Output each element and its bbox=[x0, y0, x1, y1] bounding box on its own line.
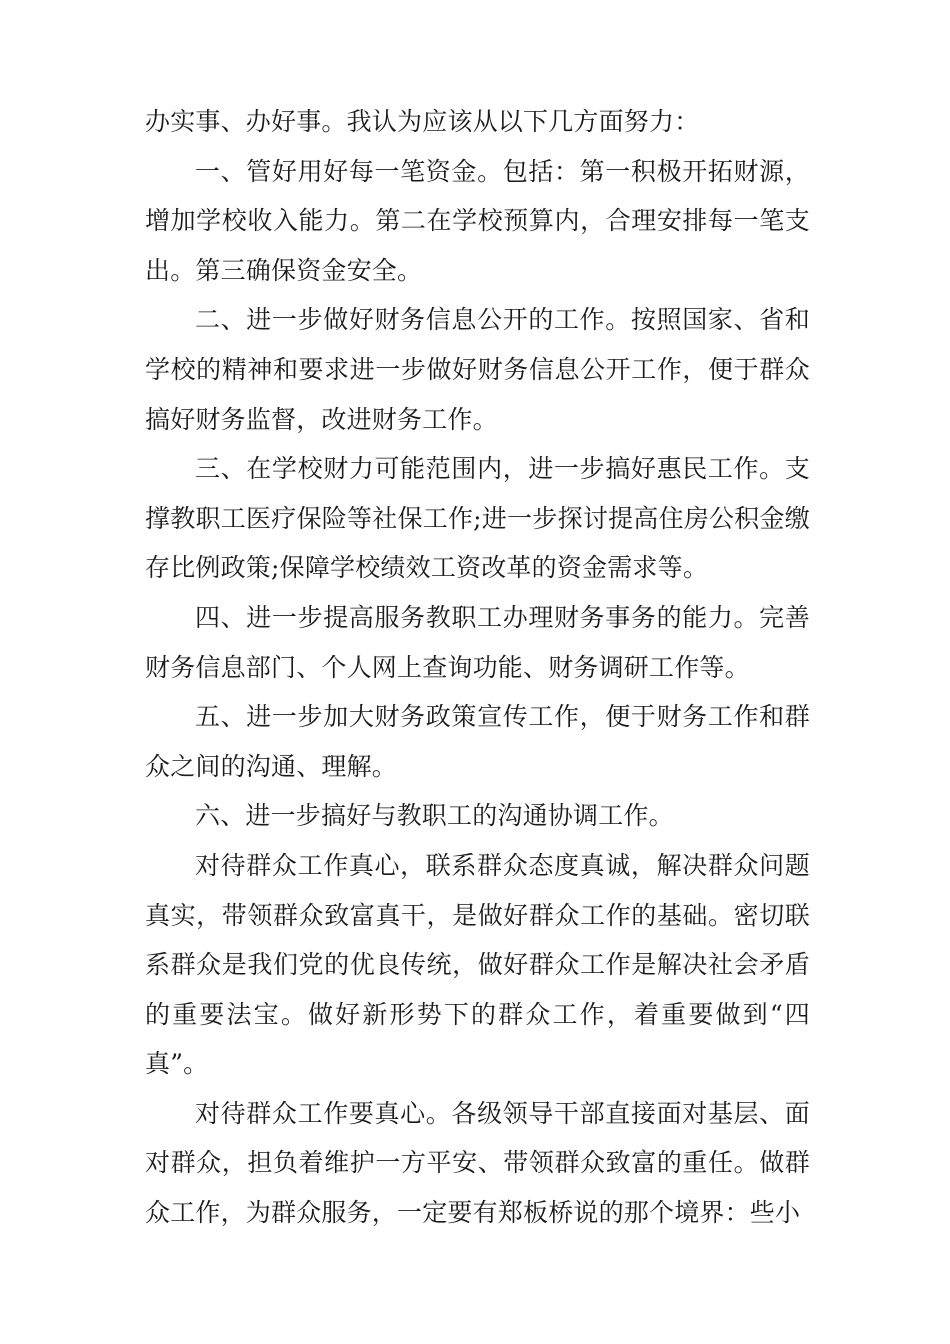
paragraph-sincere-heart: 对待群众工作要真心。各级领导干部直接面对基层、面对群众，担负着维护一方平安、带领群众致富的重任。做群众工作，为群众服务，一定要有郑板桥说的那个境界：些小 bbox=[145, 1098, 810, 1228]
paragraph-item-4: 四、进一步提高服务教职工办理财务事务的能力。完善财务信息部门、个人网上查询功能、财务调研工作等。 bbox=[145, 602, 810, 682]
paragraph-continuation: 办实事、办好事。我认为应该从以下几方面努力： bbox=[145, 107, 700, 136]
paragraph-four-truths: 对待群众工作真心，联系群众态度真诚，解决群众问题真实，带领群众致富真干，是做好群众工作的基础。密切联系群众是我们党的优良传统，做好群众工作是解决社会矛盾的重要法宝。做好新形势下的群众工作，着重要做到“四真”。 bbox=[145, 850, 810, 1079]
paragraph-item-3: 三、在学校财力可能范围内，进一步搞好惠民工作。支撑教职工医疗保险等社保工作;进一步探讨提高住房公积金缴存比例政策;保障学校绩效工资改革的资金需求等。 bbox=[145, 454, 810, 583]
document-body bbox=[145, 97, 810, 1238]
paragraph-item-2: 二、进一步做好财务信息公开的工作。按照国家、省和学校的精神和要求进一步做好财务信息公开工作，便于群众搞好财务监督，改进财务工作。 bbox=[145, 305, 810, 434]
paragraph-item-6: 六、进一步搞好与教职工的沟通协调工作。 bbox=[195, 801, 674, 831]
paragraph-item-5: 五、进一步加大财务政策宣传工作，便于财务工作和群众之间的沟通、理解。 bbox=[145, 702, 810, 781]
paragraph-item-1: 一、管好用好每一笔资金。包括：第一积极开拓财源，增加学校收入能力。第二在学校预算内，合理安排每一笔支出。第三确保资金安全。 bbox=[145, 156, 810, 285]
